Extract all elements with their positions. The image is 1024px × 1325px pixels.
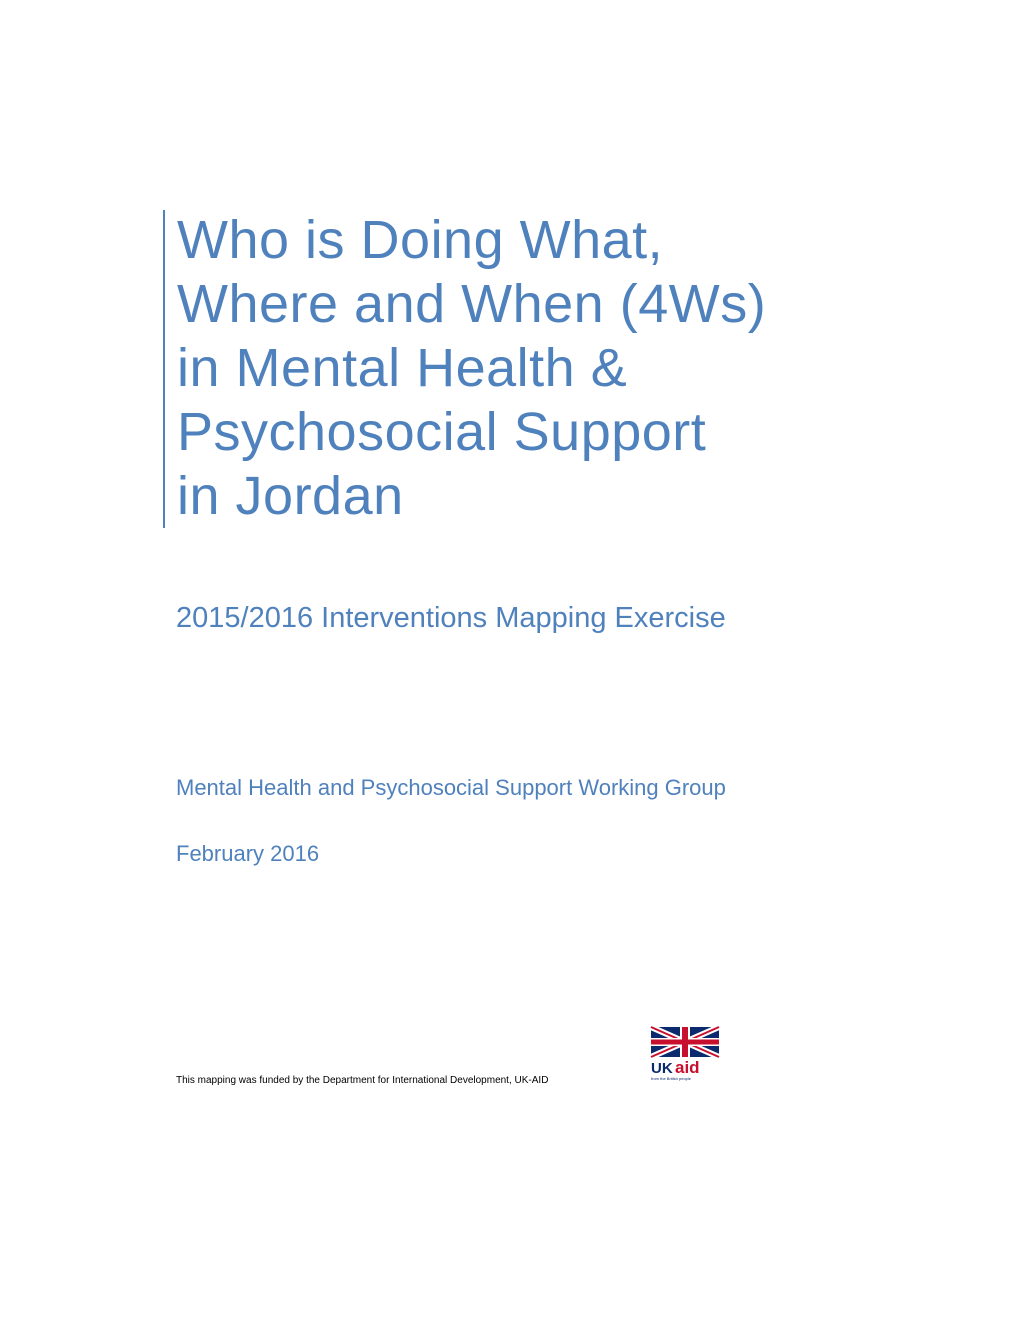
ukaid-logo xyxy=(650,1026,722,1082)
title-line-1: Who is Doing What, xyxy=(177,210,664,270)
document-subtitle: 2015/2016 Interventions Mapping Exercise xyxy=(176,602,726,634)
funding-note: This mapping was funded by the Department for International Development, UK-AID xyxy=(176,1075,549,1086)
document-title xyxy=(177,208,937,528)
title-accent-rule xyxy=(163,210,165,528)
svg-text:aid: aid xyxy=(675,1058,700,1077)
union-flag-icon xyxy=(650,1026,722,1082)
organization-name: Mental Health and Psychosocial Support Working Group xyxy=(176,775,726,800)
title-line-2: Where and When (4Ws) xyxy=(177,274,767,334)
svg-text:UK: UK xyxy=(651,1060,673,1077)
publication-date: February 2016 xyxy=(176,841,320,866)
title-line-5: in Jordan xyxy=(177,466,404,526)
title-line-4: Psychosocial Support xyxy=(177,402,707,462)
title-line-3: in Mental Health & xyxy=(177,338,628,398)
svg-text:from the British people: from the British people xyxy=(651,1076,692,1081)
